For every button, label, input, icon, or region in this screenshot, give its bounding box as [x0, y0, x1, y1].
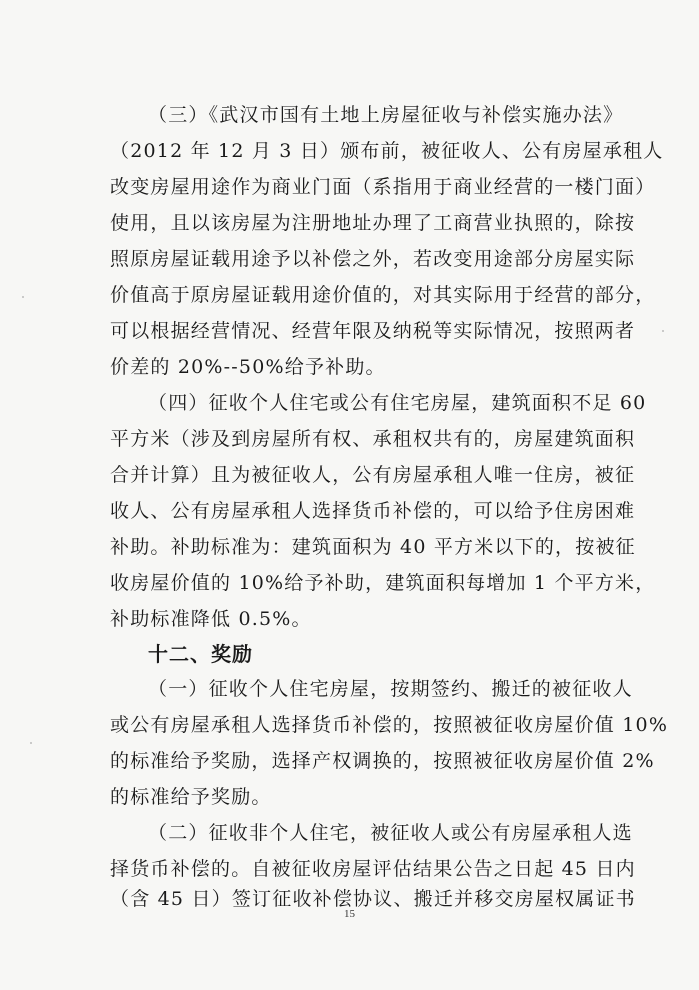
- text-line: 可以根据经营情况、经营年限及纳税等实际情况，按照两者: [110, 320, 636, 342]
- scan-speck: [662, 330, 664, 332]
- page-number: 15: [344, 908, 355, 920]
- text-line: （含 45 日）签订征收补偿协议、搬迁并移交房屋权属证书: [110, 888, 636, 910]
- text-line: （三）《武汉市国有土地上房屋征收与补偿实施办法》: [148, 104, 624, 126]
- text-line: 的标准给予奖励。: [110, 786, 272, 808]
- text-line: 收房屋价值的 10%给予补助，建筑面积每增加 1 个平方米，: [110, 572, 656, 594]
- scan-speck: [22, 296, 24, 298]
- text-line: 平方米（涉及到房屋所有权、承租权共有的，房屋建筑面积: [110, 428, 636, 450]
- text-line: 收人、公有房屋承租人选择货币补偿的，可以给予住房困难: [110, 500, 636, 522]
- text-line: 使用，且以该房屋为注册地址办理了工商营业执照的，除按: [110, 212, 636, 234]
- text-line: （四）征收个人住宅或公有住宅房屋，建筑面积不足 60: [148, 392, 647, 414]
- text-line: （二）征收非个人住宅，被征收人或公有房屋承租人选: [148, 822, 633, 844]
- text-line: 照原房屋证载用途予以补偿之外，若改变用途部分房屋实际: [110, 248, 636, 270]
- text-line: 的标准给予奖励，选择产权调换的，按照被征收房屋价值 2%: [110, 750, 655, 772]
- text-line: 合并计算）且为被征收人，公有房屋承租人唯一住房，被征: [110, 464, 636, 486]
- text-line: 价差的 20%--50%给予补助。: [110, 356, 386, 378]
- text-line: 改变房屋用途作为商业门面（系指用于商业经营的一楼门面）: [110, 176, 656, 198]
- text-line: 择货币补偿的。自被征收房屋评估结果公告之日起 45 日内: [110, 858, 636, 880]
- text-line: 补助标准降低 0.5%。: [110, 608, 312, 630]
- scan-speck: [30, 742, 32, 744]
- text-line: 或公有房屋承租人选择货币补偿的，按照被征收房屋价值 10%: [110, 714, 669, 736]
- text-line: （2012 年 12 月 3 日）颁布前，被征收人、公有房屋承租人: [110, 140, 664, 162]
- text-line: （一）征收个人住宅房屋，按期签约、搬迁的被征收人: [148, 678, 633, 700]
- section-heading: 十二、奖励: [148, 642, 253, 666]
- text-line: 补助。补助标准为：建筑面积为 40 平方米以下的，按被征: [110, 536, 636, 558]
- text-line: 价值高于原房屋证载用途价值的，对其实际用于经营的部分，: [110, 284, 656, 306]
